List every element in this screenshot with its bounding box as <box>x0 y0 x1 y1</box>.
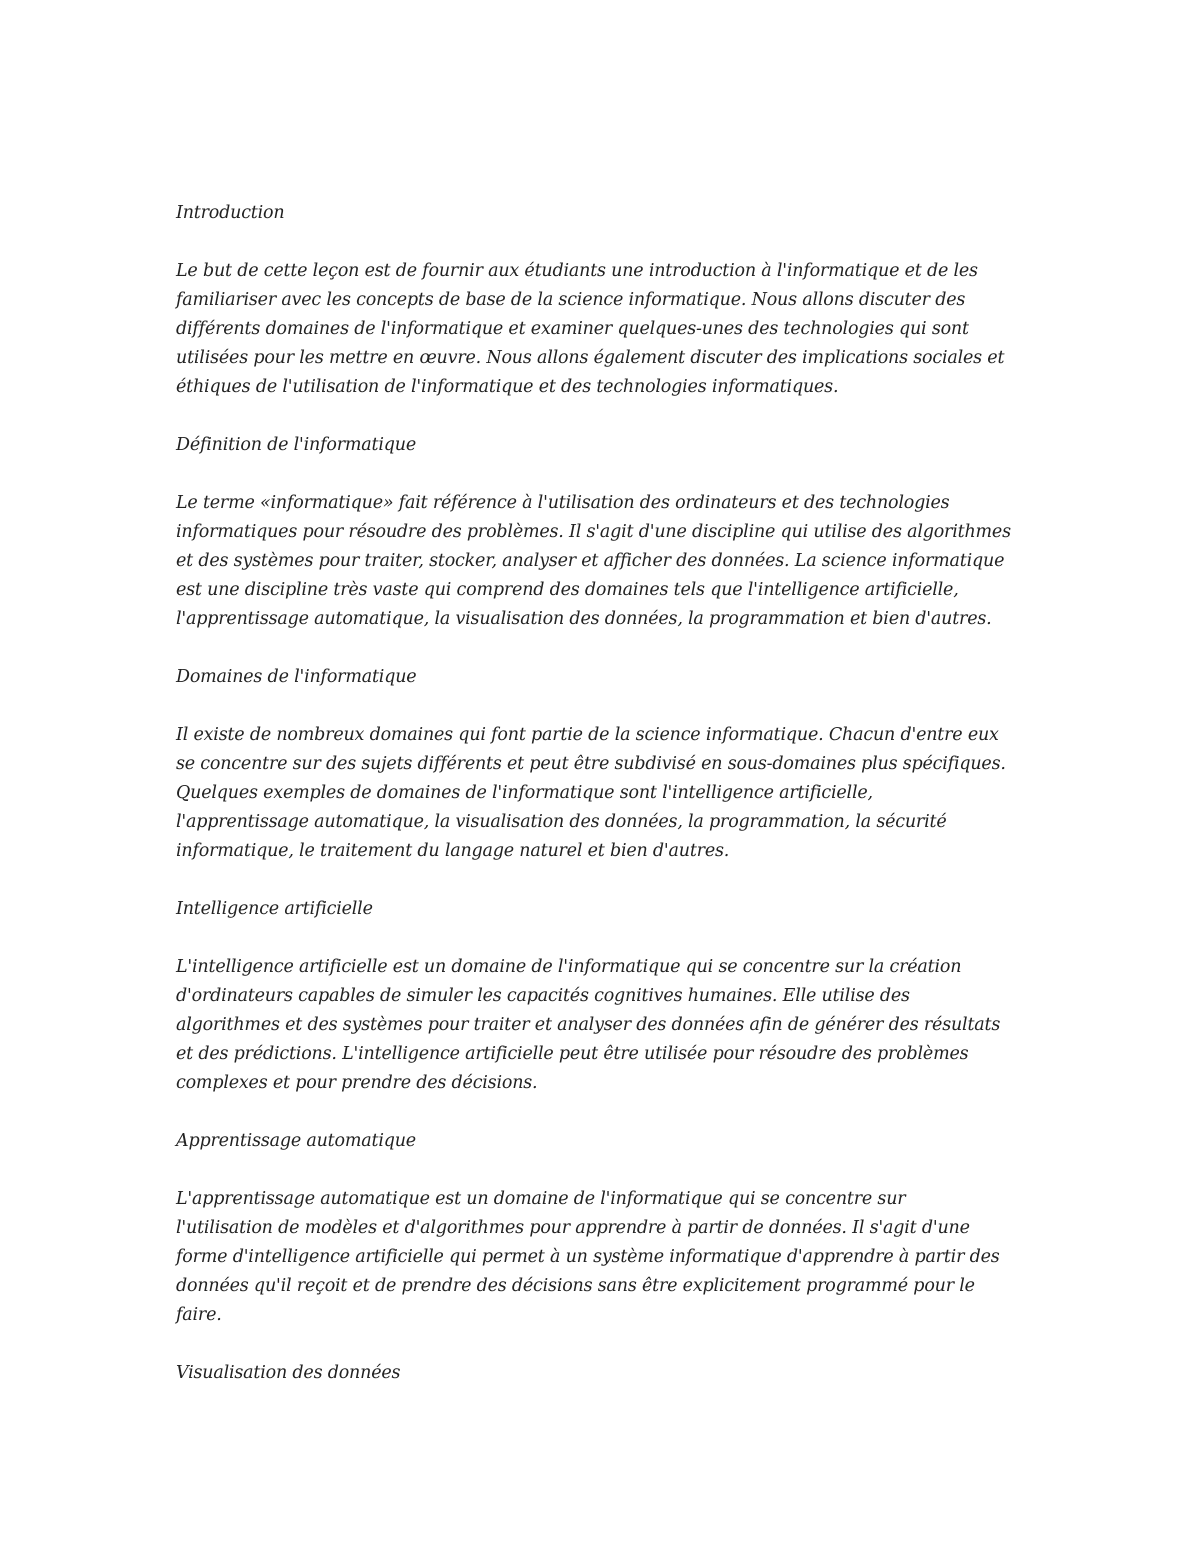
paragraph-line: Quelques exemples de domaines de l'informatique sont l'intelligence artificielle, <box>176 783 873 803</box>
paragraph-line: informatiques pour résoudre des problèmes. Il s'agit d'une discipline qui utilise des algorithmes <box>176 522 1011 542</box>
paragraph-line: Le but de cette leçon est de fournir aux étudiants une introduction à l'informatique et de les <box>176 261 978 281</box>
paragraph-line: l'apprentissage automatique, la visualisation des données, la programmation et bien d'autres. <box>176 609 992 629</box>
paragraph-line: L'apprentissage automatique est un domaine de l'informatique qui se concentre sur <box>176 1189 906 1209</box>
paragraph-line: l'utilisation de modèles et d'algorithmes pour apprendre à partir de données. Il s'agit d'une <box>176 1218 970 1238</box>
paragraph-line: l'apprentissage automatique, la visualisation des données, la programmation, la sécurité <box>176 812 947 832</box>
paragraph-line: utilisées pour les mettre en œuvre. Nous allons également discuter des implications sociales et <box>176 348 1005 368</box>
section-paragraph-introduction <box>176 257 1031 402</box>
paragraph-line: d'ordinateurs capables de simuler les capacités cognitives humaines. Elle utilise des <box>176 986 910 1006</box>
section-paragraph-definition <box>176 489 1031 634</box>
paragraph-line: algorithmes et des systèmes pour traiter et analyser des données afin de générer des résultats <box>176 1015 1001 1035</box>
section-paragraph-intelligence-artificielle <box>176 953 1031 1098</box>
paragraph-line: Il existe de nombreux domaines qui font partie de la science informatique. Chacun d'entre eux <box>176 725 999 745</box>
paragraph-line: familiariser avec les concepts de base de la science informatique. Nous allons discuter des <box>176 290 966 310</box>
paragraph-line: complexes et pour prendre des décisions. <box>176 1073 538 1093</box>
paragraph-line: et des systèmes pour traiter, stocker, analyser et afficher des données. La science informatique <box>176 551 1005 571</box>
section-paragraph-domaines <box>176 721 1031 866</box>
paragraph-line: se concentre sur des sujets différents et peut être subdivisé en sous-domaines plus spécifiques. <box>176 754 1006 774</box>
document-body <box>176 199 1031 1417</box>
paragraph-line: éthiques de l'utilisation de l'informatique et des technologies informatiques. <box>176 377 839 397</box>
section-heading-visualisation-des-donnees: Visualisation des données <box>176 1363 401 1383</box>
paragraph-line: et des prédictions. L'intelligence artificielle peut être utilisée pour résoudre des problèmes <box>176 1044 969 1064</box>
section-heading-intelligence-artificielle: Intelligence artificielle <box>176 899 373 919</box>
section-paragraph-apprentissage-automatique <box>176 1185 1031 1330</box>
section-heading-apprentissage-automatique: Apprentissage automatique <box>176 1131 416 1151</box>
section-heading-introduction: Introduction <box>176 203 285 223</box>
paragraph-line: données qu'il reçoit et de prendre des décisions sans être explicitement programmé pour le <box>176 1276 975 1296</box>
paragraph-line: Le terme «informatique» fait référence à l'utilisation des ordinateurs et des technologies <box>176 493 950 513</box>
section-heading-definition: Définition de l'informatique <box>176 435 416 455</box>
section-heading-domaines: Domaines de l'informatique <box>176 667 417 687</box>
paragraph-line: différents domaines de l'informatique et examiner quelques-unes des technologies qui sont <box>176 319 969 339</box>
paragraph-line: L'intelligence artificielle est un domaine de l'informatique qui se concentre sur la création <box>176 957 962 977</box>
paragraph-line: informatique, le traitement du langage naturel et bien d'autres. <box>176 841 730 861</box>
paragraph-line: forme d'intelligence artificielle qui permet à un système informatique d'apprendre à partir des <box>176 1247 1000 1267</box>
paragraph-line: faire. <box>176 1305 222 1325</box>
paragraph-line: est une discipline très vaste qui comprend des domaines tels que l'intelligence artificielle, <box>176 580 959 600</box>
